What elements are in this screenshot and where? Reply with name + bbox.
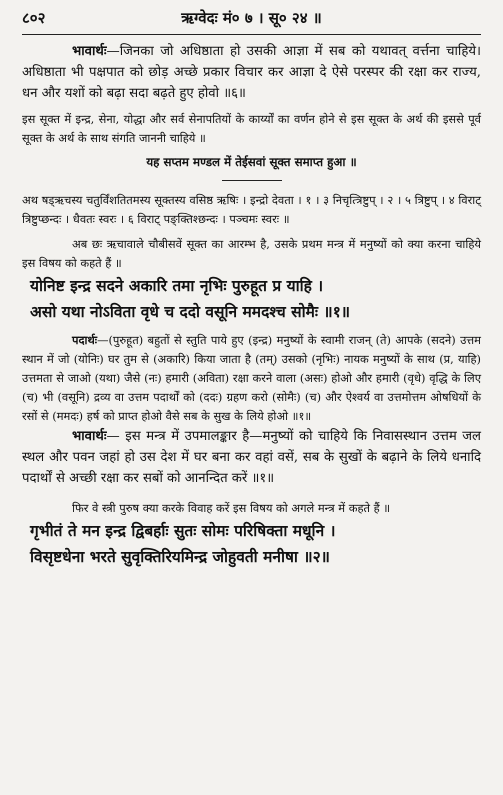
padartha-text: —(पुरुहूत) बहुतों से स्तुति पाये हुए (इन्द्र) मनुष्यों के स्वामी राजन् (ते) आपके (सदने) उत्तम स्थान में जो (योनिः) घर तुम से (अकारि) किया जाता है (तम्) उसको (नृभिः) नायक मनुष्यों के साथ (प्र, याहि) उत्तमता से जाओ (यथा) जैसे (नः) हमारी (अविता) रक्षा करने वाला (असः) होओ और हमारी (वृधे) वृद्धि के लिए (च) भी (वसूनि) द्रव्य वा उत्तम पदार्थों को (ददः) ग्रहण करो (सोमैः) (च) और ऐश्वर्य वा उत्तमोत्तम ओषधियों के रसों से (ममदः) हर्ष को प्राप्त होओ वैसे सब के सुख के लिये होओ ॥१॥ [22, 333, 481, 423]
mantra-1-line-1: योनिष्ट इन्द्र सदने अकारि तमा नृभिः पुरुहूत प्र याहि । [30, 276, 324, 295]
section-divider [222, 180, 282, 181]
padartha-label: पदार्थः [72, 333, 98, 347]
page-number: ८०२ [22, 9, 46, 27]
bhavartha-label: भावार्थः [72, 44, 107, 59]
bhavartha-label-bottom: भावार्थः [72, 429, 107, 444]
mantra-intro: अब छः ऋचावाले चौबीसवें सूक्त का आरम्भ है, उसके प्रथम मन्त्र में मनुष्यों को क्या करना चाहिये इस विषय को कहते हैं ॥ [22, 237, 481, 270]
bhavartha-paragraph-top [22, 41, 481, 104]
bhavartha-text: —जिनका जो अधिष्ठाता हो उसकी आज्ञा में सब को यथावत् वर्त्तना चाहिये। अधिष्ठाता भी पक्षपात को छोड़ अच्छे प्रकार विचार कर आज्ञा दे ऐसे परस्पर की रक्षा कर राज्य, धन और यशों को बढ़ा सदा बढ़ते हुए होवो ॥६॥ [22, 44, 481, 101]
header-rule [22, 34, 481, 35]
mantra-2-line-1: गृभीतं ते मन इन्द्र द्विबर्हाः सुतः सोमः परिषिक्ता मधूनि । [30, 521, 336, 540]
page-header [22, 8, 481, 32]
bhavartha-paragraph-bottom [22, 426, 481, 489]
bhavartha-text-bottom: — इस मन्त्र में उपमालङ्कार है—मनुष्यों को चाहिये कि निवासस्थान उत्तम जल स्थल और पवन जहां हो उस देश में घर बना कर वहां वसें, सब के सुखों के बढ़ाने के लिये धनादि पदार्थों से अच्छी रक्षा कर सबों को आनन्दित करें ॥१॥ [22, 429, 481, 486]
mantra-2-line-2: विसृष्टधेना भरते सुवृक्तिरियमिन्द्र जोहुवती मनीषा ॥२॥ [30, 547, 330, 566]
sukta-closing-line: यह सप्तम मण्डल में तेईसवां सूक्त समाप्त हुआ ॥ [146, 155, 357, 169]
sukta-intro: अथ षड्ऋचस्य चतुर्विंशतितमस्य सूक्तस्य वसिष्ठ ऋषिः । इन्द्रो देवता । १ । ३ निचृत्त्रिष्टुप् । २ । ५ त्रिष्टुप् । ४ विराट् त्रिष्टुप्छन्दः । धैवतः स्वरः । ६ विराट् पङ्क्तिश्छन्दः । पञ्चमः स्वरः ॥ [22, 193, 481, 226]
next-mantra-intro: फिर वे स्त्री पुरुष क्या करके विवाह करें इस विषय को अगले मन्त्र में कहते हैं ॥ [72, 501, 391, 515]
running-head: ऋग्वेदः मं० ७ । सू० २४ ॥ [181, 9, 322, 27]
padartha-paragraph [22, 331, 481, 426]
mantra-1-line-2: असो यथा नोऽविता वृधे च ददो वसूनि ममदश्च सोमैः ॥१॥ [30, 302, 351, 321]
sangati-note: इस सूक्त में इन्द्र, सेना, योद्धा और सर्व सेनापतियों के कार्य्यों का वर्णन होने से इस सूक्त के अर्थ की इससे पूर्व सूक्त के अर्थ के साथ संगति जाननी चाहिये ॥ [22, 112, 481, 145]
